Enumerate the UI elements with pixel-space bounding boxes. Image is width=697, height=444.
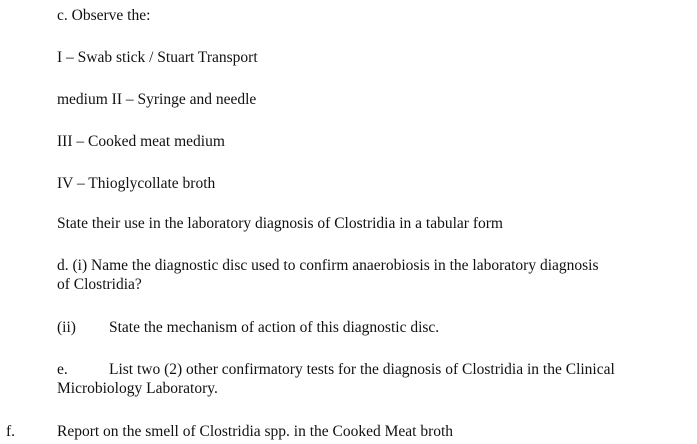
question-f-label: f. bbox=[6, 423, 16, 440]
question-c-instruction: State their use in the laboratory diagnosis of Clostridia in a tabular form bbox=[57, 215, 503, 232]
question-f-text: Report on the smell of Clostridia spp. in the Cooked Meat broth bbox=[57, 423, 454, 440]
question-e-label: e. bbox=[57, 361, 68, 378]
item-iii-cooked-meat: III – Cooked meat medium bbox=[57, 133, 225, 150]
question-d-line-1: d. (i) Name the diagnostic disc used to confirm anaerobiosis in the laboratory diagnosis bbox=[57, 257, 599, 274]
question-d-ii-label: (ii) bbox=[57, 319, 76, 336]
item-i-swab-stick: I – Swab stick / Stuart Transport bbox=[57, 49, 258, 66]
question-c-heading: c. Observe the: bbox=[57, 7, 151, 24]
question-d-ii-text: State the mechanism of action of this diagnostic disc. bbox=[109, 319, 440, 336]
question-e-line-1: List two (2) other confirmatory tests for the diagnosis of Clostridia in the Clinical bbox=[109, 361, 615, 378]
question-e-line-2: Microbiology Laboratory. bbox=[57, 380, 218, 397]
item-ii-syringe: medium II – Syringe and needle bbox=[57, 91, 257, 108]
question-d-line-2: of Clostridia? bbox=[57, 276, 142, 293]
item-iv-thioglycollate: IV – Thioglycollate broth bbox=[57, 175, 216, 192]
